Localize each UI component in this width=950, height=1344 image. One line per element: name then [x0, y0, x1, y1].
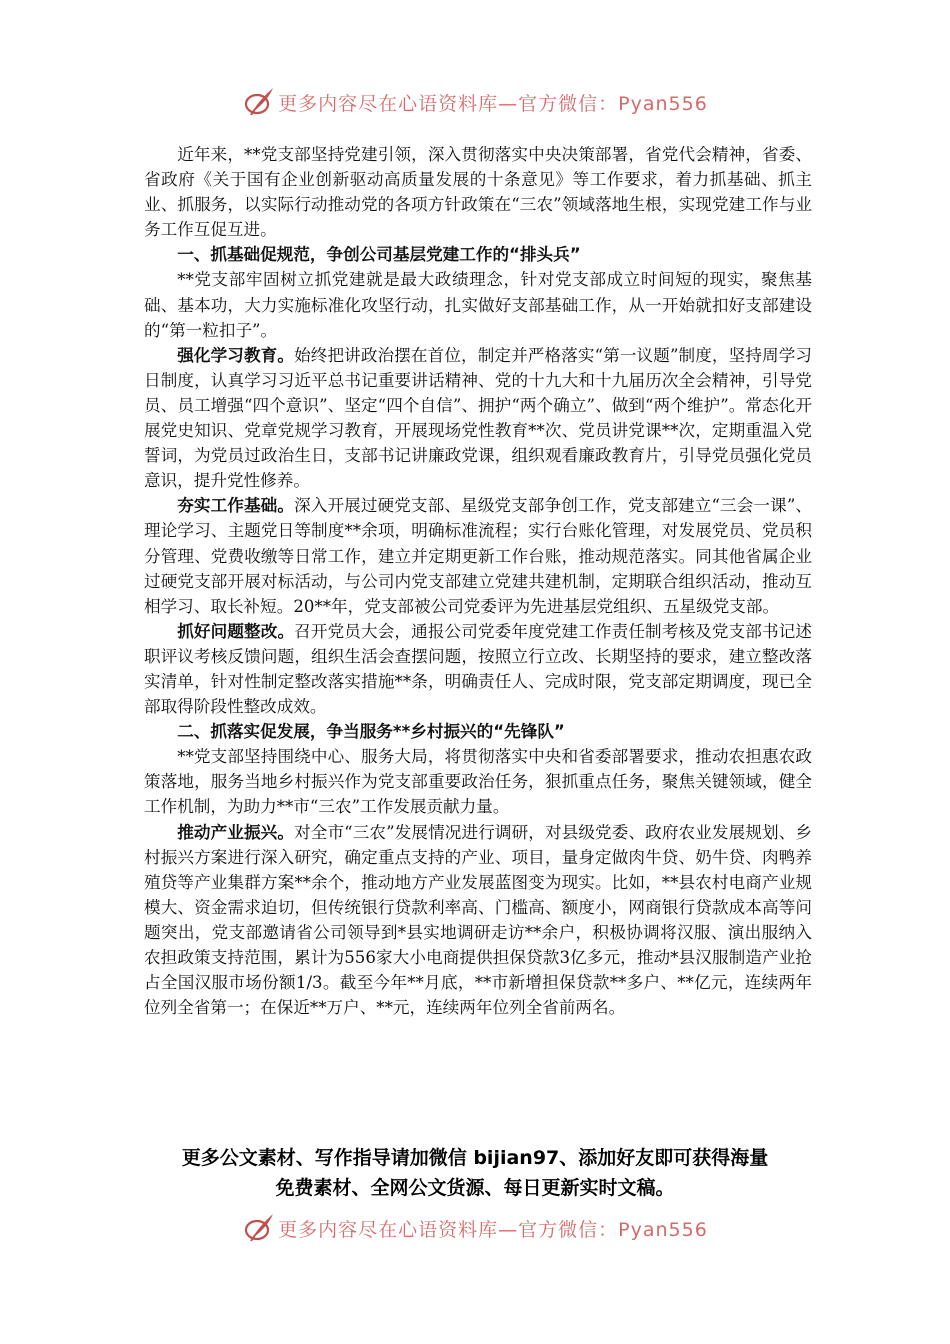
promo-line-1: 更多公文素材、写作指导请加微信 bijian97、添加好友即可获得海量 [181, 1147, 769, 1169]
text-work-foundation: 深入开展过硬党支部、星级党支部争创工作，党支部建立“三会一课”、理论学习、主题党日等制度**余项，明确标准流程；实行台账化管理，对发展党员、党员积分管理、党费收缴等日常工作，建立并定期更新工作台账，推动规范落实。同其他省属企业过硬党支部开展对标活动，与公司内党支部建立党建共建机制，定期联合组织活动，推动互相学习、取长补短。20**年，党支部被公司党委评为先进基层党组织、五星级党支部。 [144, 496, 813, 616]
paragraph-industry [144, 820, 812, 1021]
section-heading-2: 二、抓落实促发展，争当服务**乡村振兴的“先锋队” [177, 722, 565, 742]
document-body [144, 142, 812, 1020]
lead-study-education: 强化学习教育。 [177, 345, 295, 365]
promo-line-2: 免费素材、全网公文货源、每日更新实时文稿。 [275, 1177, 675, 1199]
paragraph-study-education [144, 343, 812, 494]
text-study-education: 始终把讲政治摆在首位，制定并严格落实“第一议题”制度，坚持周学习日制度，认真学习习近平总书记重要讲话精神、党的十九大和十九届历次全会精神，引导党员、员工增强“四个意识”、坚定“四个自信”、拥护“两个确立”、做到“两个维护”。常态化开展党史知识、党章党规学习教育，开展现场党性教育**次、党员讲党课**次，定期重温入党誓词，为党员过政治生日，支部书记讲廉政党课，组织观看廉政教育片，引导党员强化党员意识，提升党性修养。 [144, 345, 813, 491]
footer-banner [0, 1208, 950, 1248]
paragraph-rectification [144, 619, 812, 719]
lead-work-foundation: 夯实工作基础。 [177, 496, 295, 516]
lead-industry: 推动产业振兴。 [177, 822, 295, 842]
lead-rectification: 抓好问题整改。 [177, 621, 295, 641]
section-heading-1: 一、抓基础促规范，争创公司基层党建工作的“排头兵” [177, 245, 581, 265]
section-2-intro: **党支部坚持围绕中心、服务大局，将贯彻落实中央和省委部署要求，推动农担惠农政策落地，服务当地乡村振兴作为党支部重要政治任务，狠抓重点任务，聚焦关键领域，健全工作机制，为助力**市“三农”工作发展贡献力量。 [144, 747, 812, 817]
section-1-intro: **党支部牢固树立抓党建就是最大政绩理念，针对党支部成立时间短的现实，聚焦基础、基本功，大力实施标准化攻坚行动，扎实做好支部基础工作，从一开始就扣好支部建设的“第一粒扣子”。 [144, 270, 812, 340]
footer-banner-text: 更多内容尽在心语资料库—官方微信：Pyan556 [278, 1218, 708, 1241]
text-industry: 对全市“三农”发展情况进行调研，对县级党委、政府农业发展规划、乡村振兴方案进行深入研究，确定重点支持的产业、项目，量身定做肉牛贷、奶牛贷、肉鸭养殖贷等产业集群方案**余个，推动地方产业发展蓝图变为现实。比如，**县农村电商产业规模大、资金需求迫切，但传统银行贷款利率高、门槛高、额度小，网商银行贷款成本高等问题突出，党支部邀请省公司领导到*县实地调研走访**余户，积极协调将汉服、演出服纳入农担政策支持范围，累计为556家大小电商提供担保贷款3亿多元，推动*县汉服制造产业抢占全国汉服市场份额1/3。截至今年**月底，**市新增担保贷款**多户、**亿元，连续两年位列全省第一；在保近**万户、**元，连续两年位列全省前两名。 [144, 822, 813, 1018]
promo-notice [120, 1143, 830, 1203]
header-banner-text: 更多内容尽在心语资料库—官方微信：Pyan556 [278, 92, 708, 115]
feather-pen-logo-icon [242, 1211, 276, 1245]
header-banner [0, 82, 950, 122]
paragraph-work-foundation [144, 493, 812, 618]
text-rectification: 召开党员大会，通报公司党委年度党建工作责任制考核及党支部书记述职评议考核反馈问题，组织生活会查摆问题，按照立行立改、长期坚持的要求，建立整改落实清单，针对性制定整改落实措施**条，明确责任人、完成时限，党支部定期调度，现已全部取得阶段性整改成效。 [144, 621, 813, 717]
feather-pen-logo-icon [242, 85, 276, 119]
intro-paragraph: 近年来，**党支部坚持党建引领，深入贯彻落实中央决策部署，省党代会精神，省委、省政府《关于国有企业创新驱动高质量发展的十条意见》等工作要求，着力抓基础、抓主业、抓服务，以实际行动推动党的各项方针政策在“三农”领域落地生根，实现党建工作与业务工作互促互进。 [144, 145, 812, 240]
